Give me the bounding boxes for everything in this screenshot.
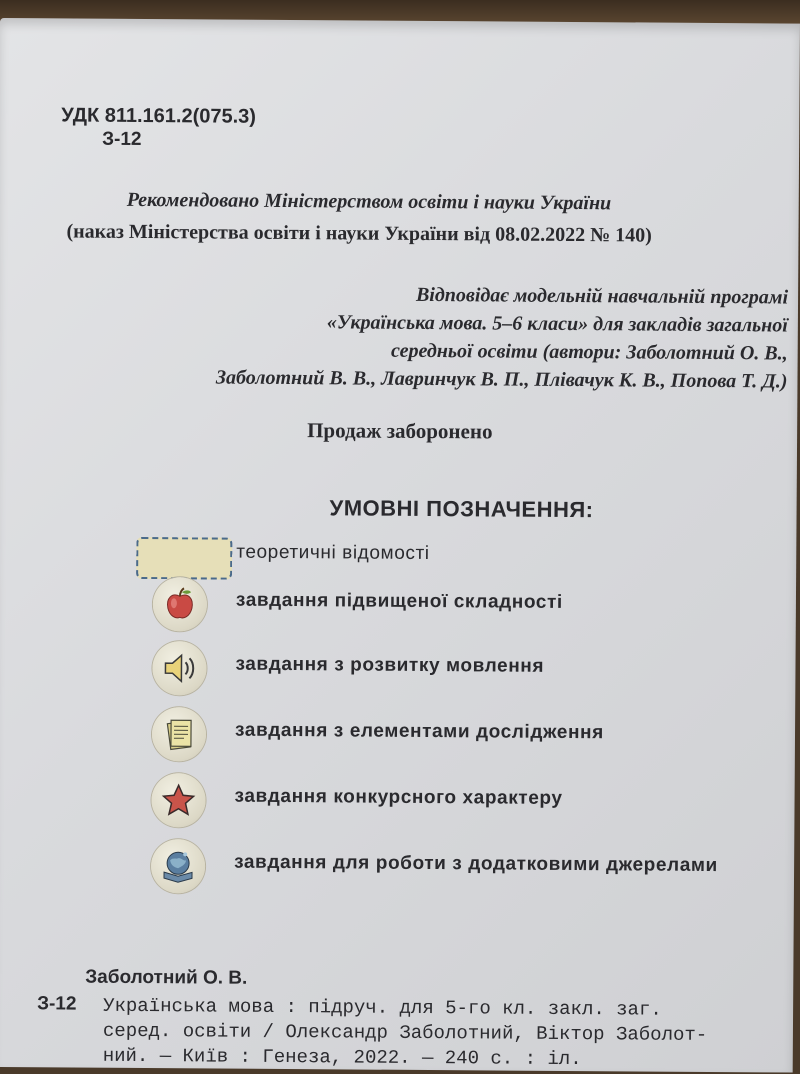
program-line: Заболотний В. В., Лавринчук В. П., Плівачук К. В., Попова Т. Д.) xyxy=(57,362,787,395)
notes-icon xyxy=(152,707,206,761)
program-line: «Українська мова. 5–6 класи» для закладів загальної xyxy=(58,306,788,339)
udk-code: З-12 xyxy=(102,129,142,151)
dashed-box-icon xyxy=(136,537,232,580)
legend-item-label: теоретичні відомості xyxy=(236,542,430,565)
program-statement xyxy=(57,278,788,395)
catalog-description xyxy=(103,994,664,1073)
catalog-line: Українська мова : підруч. для 5-го кл. закл. заг. xyxy=(103,994,663,1023)
legend-item-label: завдання конкурсного характеру xyxy=(234,786,562,810)
sale-notice: Продаж заборонено xyxy=(307,418,493,444)
catalog-code: З-12 xyxy=(37,993,77,1015)
catalog-line: серед. освіти / Олександр Заболотний, Віктор Заболот- xyxy=(103,1019,663,1048)
legend-item-label: завдання для роботи з додатковими джерелами xyxy=(234,852,718,877)
legend-item-label: завдання з елементами дослідження xyxy=(235,720,604,745)
globe-book-icon xyxy=(151,839,205,893)
speaker-icon xyxy=(152,641,206,695)
star-icon xyxy=(151,773,205,827)
legend-item-label: завдання підвищеної складності xyxy=(236,590,563,614)
legend-item-contest xyxy=(134,771,794,836)
book-page xyxy=(0,18,800,1073)
legend-item-sources xyxy=(134,837,794,902)
program-line: Відповідає модельній навчальній програмі xyxy=(58,278,788,311)
catalog-author: Заболотний О. В. xyxy=(85,967,247,990)
legend-item-speech xyxy=(135,639,795,704)
legend-item-advanced xyxy=(136,575,796,640)
program-line: середньої освіти (автори: Заболотний О. В., xyxy=(58,334,788,367)
legend-item-label: завдання з розвитку мовлення xyxy=(235,654,544,678)
catalog-line: ний. — Київ : Генеза, 2022. — 240 с. : іл. xyxy=(103,1044,663,1073)
udk-line: УДК 811.161.2(075.3) xyxy=(61,104,256,128)
recommendation-line-1: Рекомендовано Міністерством освіти і науки України xyxy=(127,189,612,215)
legend-title: УМОВНІ ПОЗНАЧЕННЯ: xyxy=(329,495,593,523)
apple-icon xyxy=(153,577,207,631)
legend-item-research xyxy=(135,705,795,770)
recommendation-line-2: (наказ Міністерства освіти і науки України від 08.02.2022 № 140) xyxy=(66,220,652,247)
